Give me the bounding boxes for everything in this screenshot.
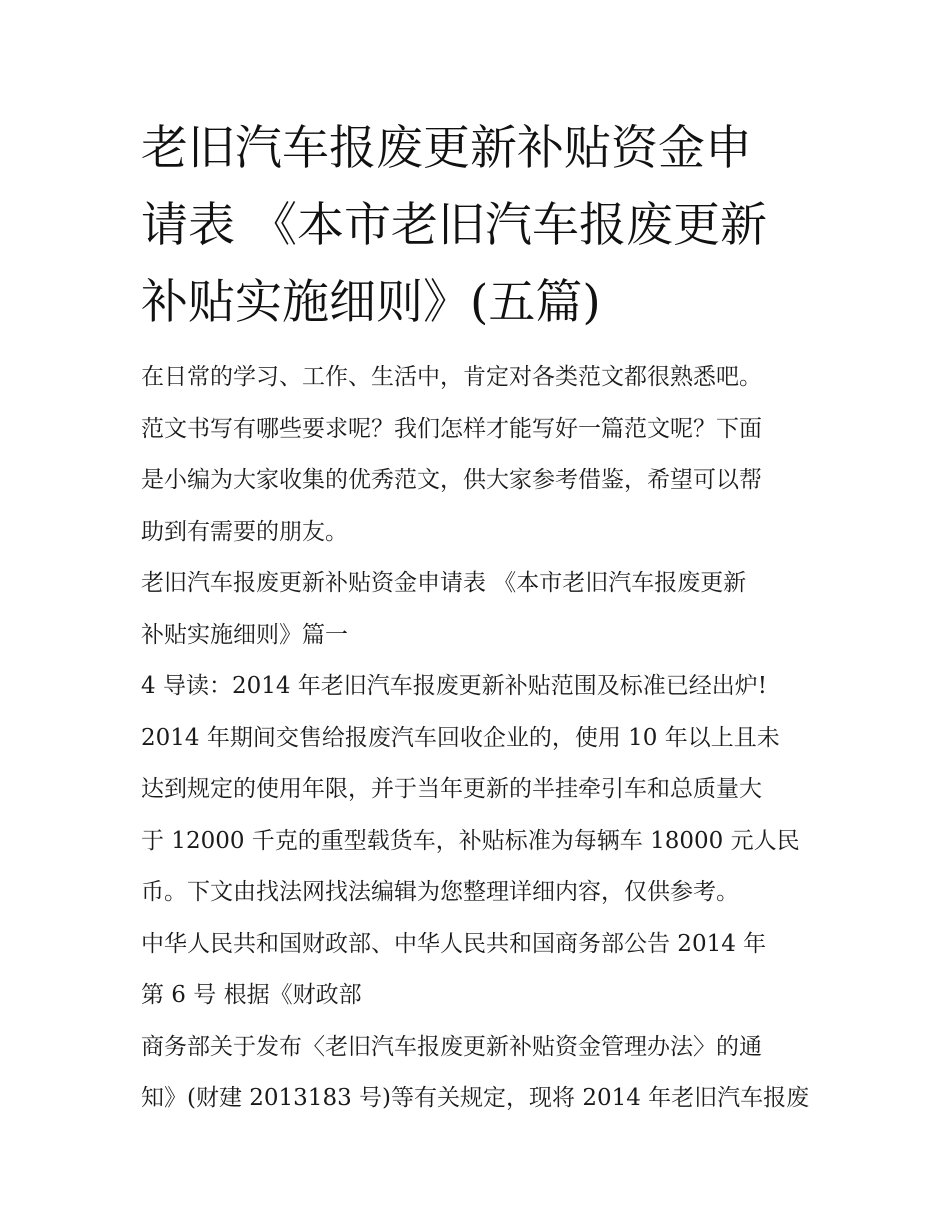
- title-line: 请表 《本市老旧汽车报废更新: [141, 198, 767, 253]
- section-heading-line: 补贴实施细则》篇一: [141, 621, 348, 648]
- body-line: 第 6 号 根据《财政部: [141, 982, 362, 1008]
- body-line: 于 12000 千克的重型载货车，补贴标准为每辆车 18000 元人民: [141, 827, 800, 854]
- body-line: 是小编为大家收集的优秀范文，供大家参考借鉴，希望可以帮: [141, 467, 762, 493]
- body-line: 商务部关于发布〈老旧汽车报废更新补贴资金管理办法〉的通: [141, 1033, 762, 1060]
- body-line: 4 导读：2014 年老旧汽车报废更新补贴范围及标准已经出炉!: [141, 673, 768, 699]
- body-line: 助到有需要的朋友。: [141, 518, 348, 545]
- section-heading-line: 老旧汽车报废更新补贴资金申请表 《本市老旧汽车报废更新: [141, 570, 747, 596]
- title-line: 老旧汽车报废更新补贴资金申: [141, 121, 752, 176]
- title-line: 补贴实施细则》(五篇): [141, 275, 601, 330]
- body-line: 达到规定的使用年限，并于当年更新的半挂牵引车和总质量大: [141, 776, 762, 802]
- body-line: 币。下文由找法网找法编辑为您整理详细内容，仅供参考。: [141, 879, 739, 905]
- body-line: 范文书写有哪些要求呢？我们怎样才能写好一篇范文呢？下面: [141, 415, 762, 442]
- body-line: 知》(财建 2013183 号)等有关规定，现将 2014 年老旧汽车报废: [141, 1085, 810, 1111]
- body-line: 中华人民共和国财政部、中华人民共和国商务部公告 2014 年: [141, 930, 767, 957]
- body-line: 在日常的学习、工作、生活中，肯定对各类范文都很熟悉吧。: [141, 364, 762, 390]
- document-title: [141, 110, 821, 341]
- body-line: 2014 年期间交售给报废汽车回收企业的，使用 10 年以上且未: [141, 724, 780, 751]
- document-body: [141, 352, 821, 1125]
